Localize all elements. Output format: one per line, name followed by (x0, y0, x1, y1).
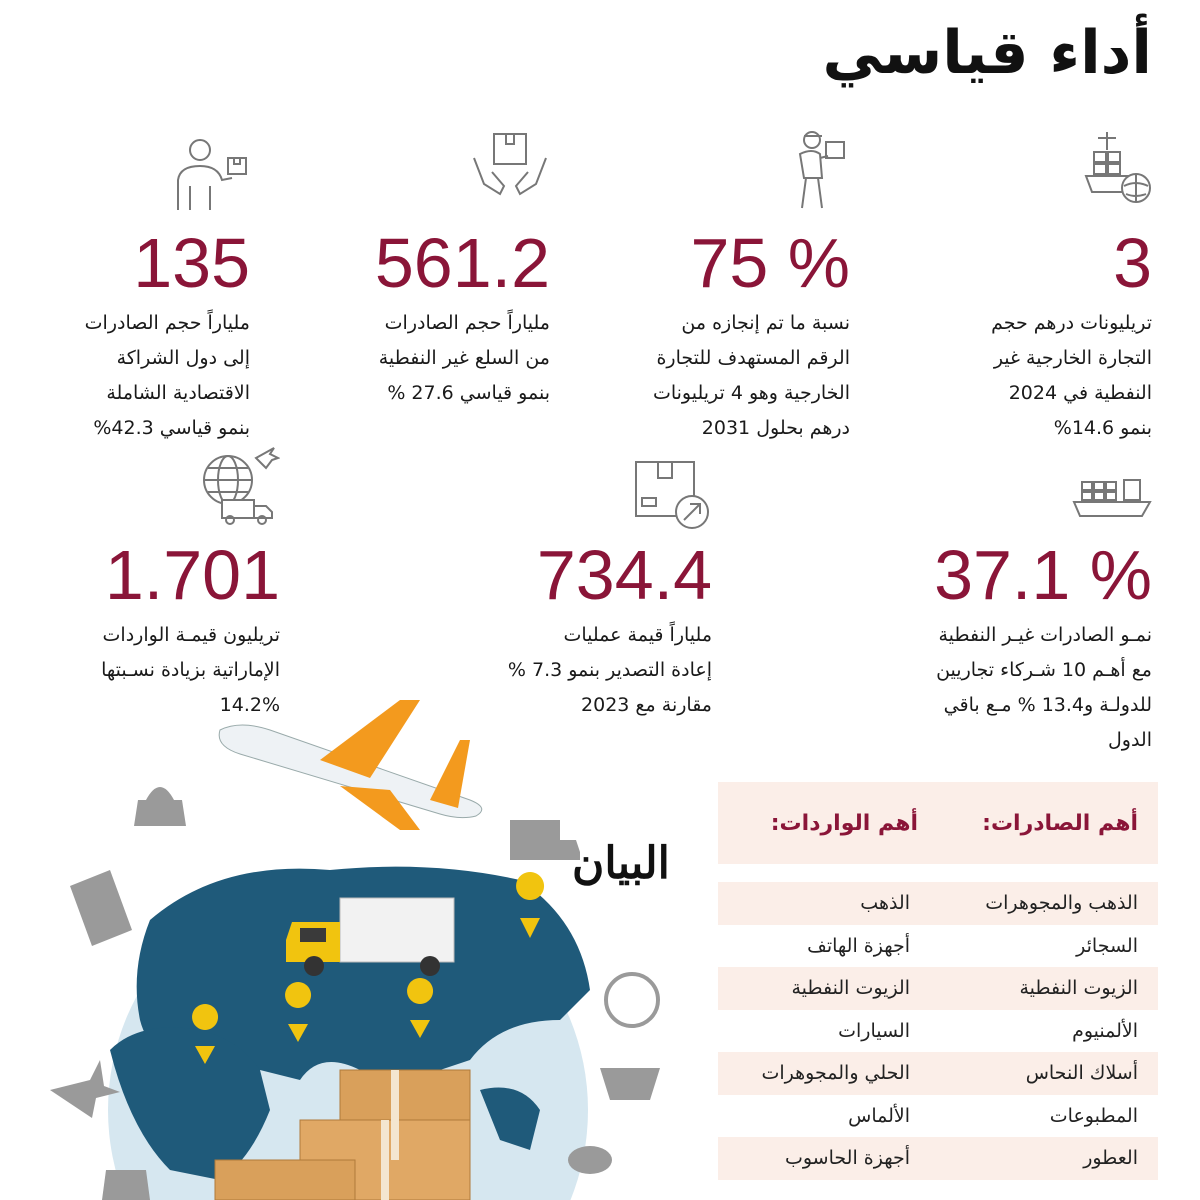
table-row (718, 1137, 1158, 1180)
stat-nonoil-exports (290, 224, 550, 411)
stat-description: نسبة ما تم إنجازه من الرقم المستهدف للتجارة الخارجية وهو 4 تريليونات درهم بحلول 2031 (652, 312, 850, 439)
table-row (718, 1095, 1158, 1138)
exports-header: أهم الصادرات: (982, 810, 1138, 836)
trade-rows (718, 882, 1158, 1180)
trade-table (718, 782, 1158, 1180)
export-item: أسلاك النحاس (1025, 1062, 1138, 1085)
stat-partner-growth (822, 536, 1152, 758)
page-title: أداء قياسي (822, 18, 1152, 88)
stat-description: ملياراً قيمة عمليات إعادة التصدير بنمو 7.3 % مقارنة مع 2023 (507, 624, 712, 716)
box-export-icon (632, 458, 712, 534)
table-row (718, 1010, 1158, 1053)
stat-cepa-exports (20, 224, 250, 446)
stat-value: 135 (133, 224, 250, 302)
export-item: العطور (1083, 1147, 1138, 1170)
export-item: الألمنيوم (1072, 1019, 1138, 1042)
container-ship-icon (1072, 476, 1152, 520)
table-row (718, 967, 1158, 1010)
hands-box-icon (470, 128, 550, 208)
import-item: الزيوت النفطية (791, 977, 910, 1000)
import-item: الذهب (860, 892, 910, 915)
table-row (718, 1052, 1158, 1095)
stat-value: 734.4 (536, 536, 712, 614)
cargo-ship-globe-icon (1080, 128, 1152, 208)
import-item: أجهزة الهاتف (807, 934, 910, 957)
stat-foreign-trade (912, 224, 1152, 446)
trade-table-header (718, 782, 1158, 864)
person-package-icon (170, 136, 250, 212)
export-item: السجائر (1076, 934, 1138, 957)
publisher-logo: البيان (572, 838, 670, 889)
stat-description: ملياراً حجم الصادرات من السلع غير النفطية بنمو قياسي 27.6 % (378, 312, 550, 404)
import-item: الحلي والمجوهرات (761, 1062, 910, 1085)
stat-target-progress (590, 224, 850, 446)
import-item: أجهزة الحاسوب (784, 1147, 910, 1170)
trade-illustration (0, 690, 720, 1200)
export-item: المطبوعات (1049, 1104, 1138, 1127)
table-row (718, 925, 1158, 968)
import-item: الألماس (848, 1104, 910, 1127)
table-row (718, 882, 1158, 925)
airplane-icon (219, 700, 482, 830)
stat-value: 75 % (690, 224, 850, 302)
stat-value: 3 (1113, 224, 1152, 302)
export-item: الزيوت النفطية (1019, 977, 1138, 1000)
stat-value: 1.701 (104, 536, 280, 614)
stat-description: تريليون قيمـة الواردات الإماراتية بزيادة نسـبتها 14.2% (101, 624, 280, 716)
stat-value: 561.2 (374, 224, 550, 302)
stat-description: تريليونات درهم حجم التجارة الخارجية غير النفطية في 2024 بنمو 14.6% (991, 312, 1152, 439)
stat-description: ملياراً حجم الصادرات إلى دول الشراكة الاقتصادية الشاملة بنمو قياسي 42.3% (84, 312, 250, 439)
stat-description: نمـو الصادرات غيـر النفطية مع أهـم 10 شـركاء تجاريين للدولـة و13.4 % مـع باقي الدول (936, 624, 1152, 751)
imports-header: أهم الواردات: (770, 810, 918, 836)
delivery-person-icon (790, 128, 850, 212)
export-item: الذهب والمجوهرات (985, 892, 1138, 915)
import-item: السيارات (838, 1019, 910, 1042)
globe-plane-truck-icon (200, 446, 280, 526)
stat-value: 37.1 % (934, 536, 1152, 614)
